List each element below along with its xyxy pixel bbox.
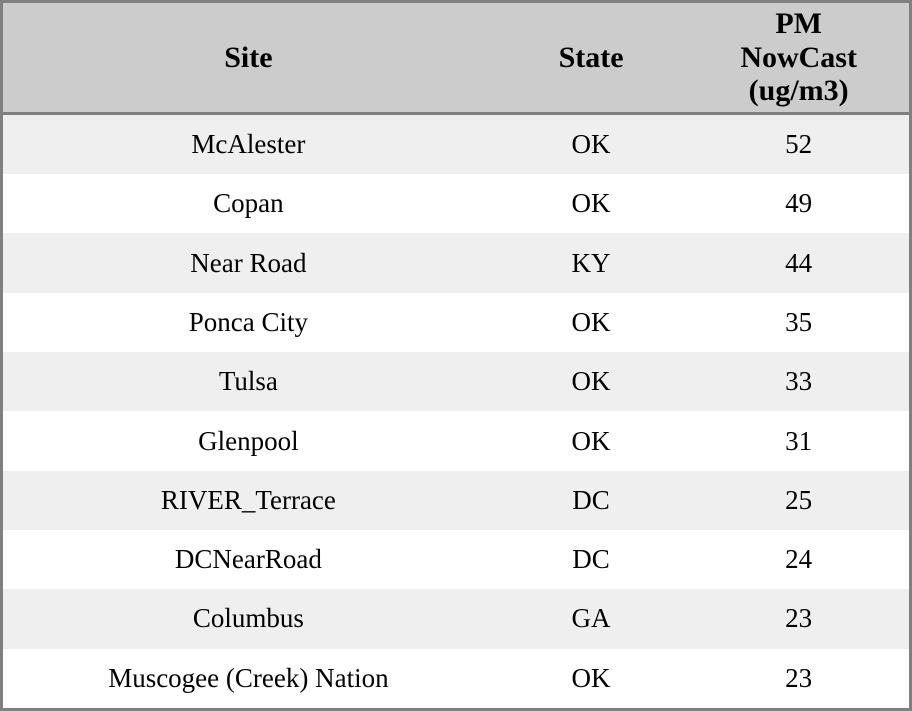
cell-value: 49: [785, 188, 813, 219]
table-row: [3, 293, 909, 352]
table-row: [3, 113, 909, 174]
table-row: [3, 233, 909, 292]
cell-state: OK: [571, 306, 611, 337]
cell-value: 35: [785, 306, 813, 337]
table-row: [3, 649, 909, 708]
cell-value: 23: [785, 662, 813, 693]
table-body: [3, 113, 909, 708]
cell-state: KY: [571, 247, 611, 278]
column-header-pm-nowcast-line1: PM: [775, 7, 822, 40]
cell-site: Ponca City: [188, 306, 309, 337]
table-row: [3, 589, 909, 648]
column-header-pm-nowcast-line2: NowCast: [740, 40, 857, 74]
cell-site: Near Road: [190, 247, 307, 278]
cell-value: 23: [785, 603, 813, 634]
cell-state: DC: [572, 544, 610, 575]
cell-state: OK: [571, 366, 611, 397]
table-row: [3, 411, 909, 470]
cell-state: OK: [571, 425, 611, 456]
cell-value: 52: [785, 128, 813, 159]
table-row: [3, 471, 909, 530]
cell-site: Muscogee (Creek) Nation: [108, 662, 389, 693]
cell-site: Glenpool: [198, 425, 299, 456]
cell-value: 44: [785, 247, 813, 278]
cell-state: OK: [571, 662, 611, 693]
column-header-site: Site: [3, 3, 494, 113]
column-header-pm-nowcast: [688, 3, 909, 113]
cell-state: DC: [572, 484, 610, 515]
pm-nowcast-table: [3, 3, 909, 708]
cell-site: Columbus: [192, 603, 304, 634]
cell-value: 25: [785, 484, 813, 515]
table-row: [3, 352, 909, 411]
cell-state: GA: [571, 603, 611, 634]
cell-site: McAlester: [191, 128, 306, 159]
cell-value: 24: [785, 544, 813, 575]
cell-state: OK: [571, 128, 611, 159]
column-header-pm-nowcast-line3: (ug/m3): [748, 74, 849, 108]
table-row: [3, 530, 909, 589]
cell-site: RIVER_Terrace: [160, 484, 336, 515]
cell-state: OK: [571, 188, 611, 219]
cell-value: 33: [785, 366, 813, 397]
cell-site: DCNearRoad: [174, 544, 322, 575]
table-header-row: [3, 3, 909, 113]
cell-site: Copan: [213, 188, 284, 219]
table-row: [3, 174, 909, 233]
column-header-state: State: [494, 3, 689, 113]
cell-site: Tulsa: [218, 366, 278, 397]
cell-value: 31: [785, 425, 813, 456]
table-header: [3, 3, 909, 113]
